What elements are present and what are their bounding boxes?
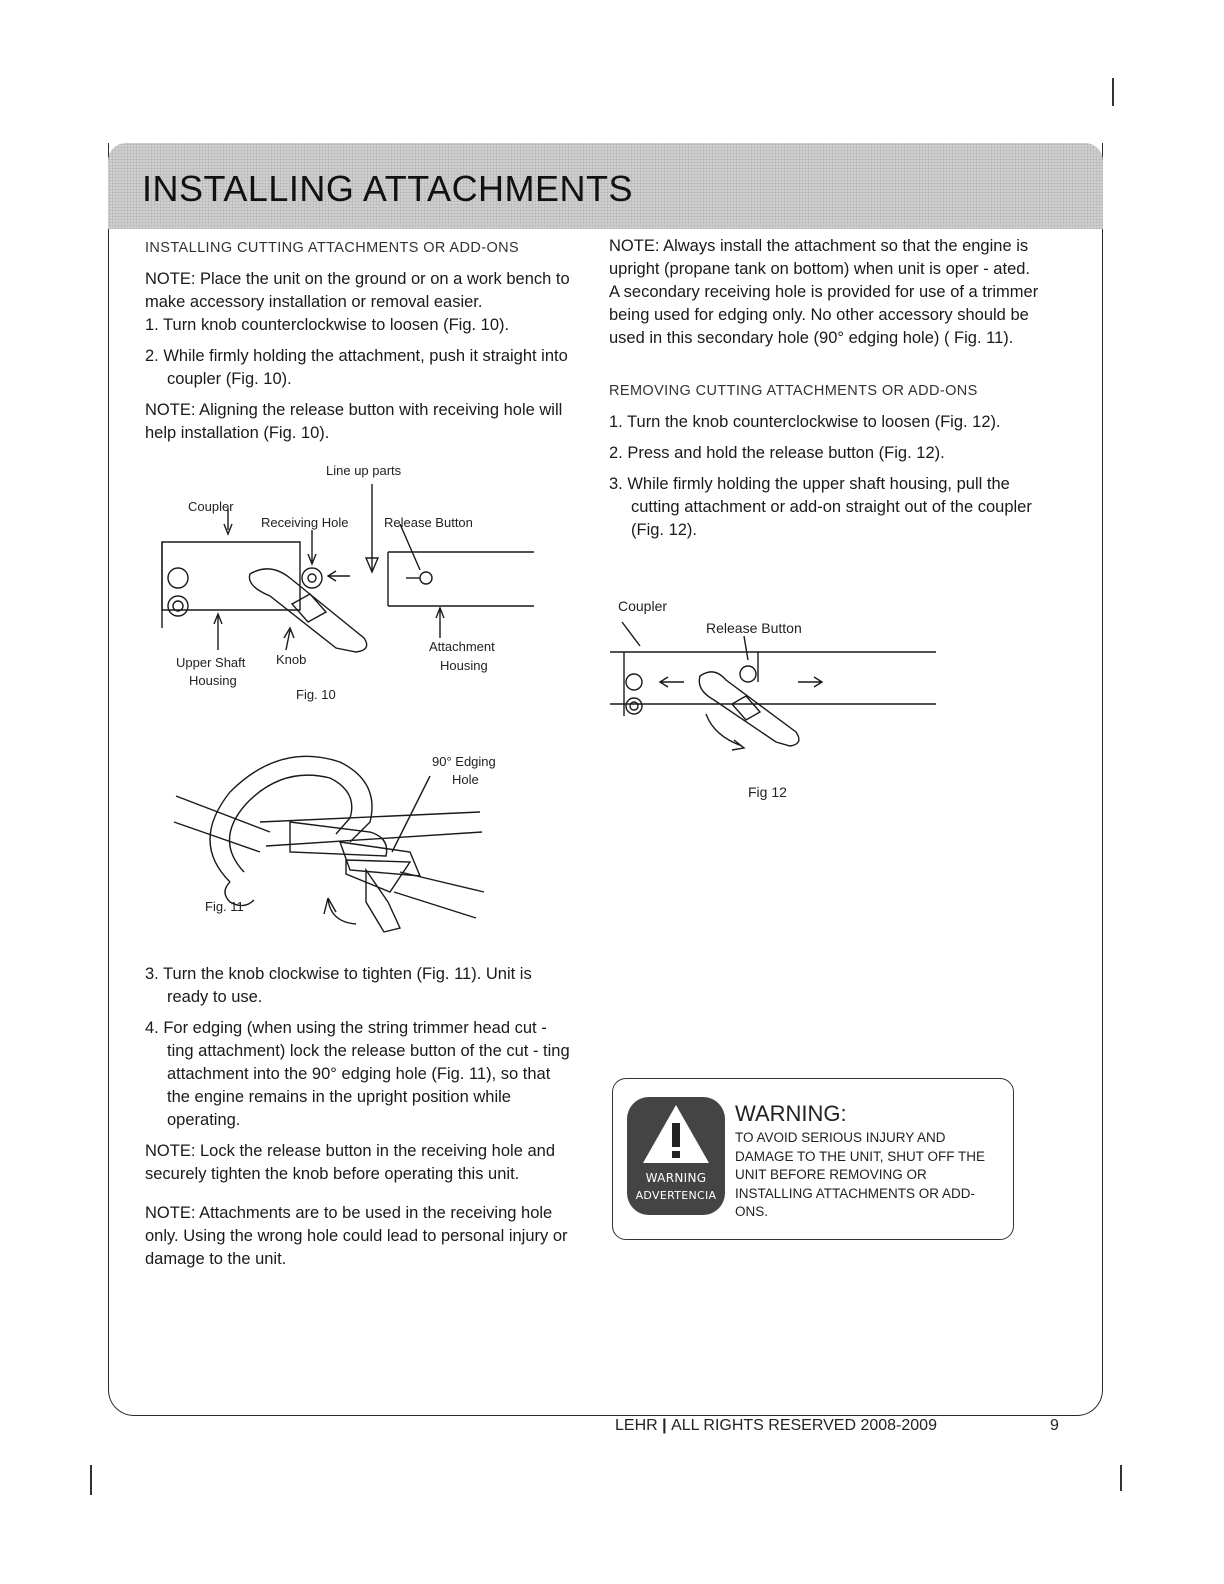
warning-badge	[627, 1097, 725, 1215]
fig12-drawing	[610, 620, 940, 760]
fig10-release-button-label: Release Button	[384, 515, 473, 530]
page-title: INSTALLING ATTACHMENTS	[142, 168, 634, 209]
remove-step-1: 1. Turn the knob counterclockwise to loosen (Fig. 12).	[609, 413, 1001, 431]
installing-subhead: INSTALLING CUTTING ATTACHMENTS OR ADD-ONS	[145, 240, 520, 256]
left-column-top	[145, 237, 585, 453]
warning-box	[612, 1078, 1014, 1240]
fig10-receiving-hole-label: Receiving Hole	[261, 515, 349, 530]
page-number: 9	[1050, 1417, 1059, 1434]
left-column-bottom	[145, 963, 577, 1279]
footer-rights: ALL RIGHTS RESERVED 2008-2009	[671, 1417, 937, 1434]
footer-brand: LEHR	[615, 1417, 658, 1434]
warning-title: WARNING:	[735, 1101, 847, 1126]
fig11-edging-label-2: Hole	[452, 772, 479, 787]
fig10-line-up-label: Line up parts	[326, 463, 402, 478]
badge-advertencia-text: ADVERTENCIA	[635, 1189, 717, 1202]
removing-subhead: REMOVING CUTTING ATTACHMENTS OR ADD-ONS	[609, 383, 978, 399]
edge-mark-bottom-left	[90, 1465, 92, 1495]
step-2-push: 2. While firmly holding the attachment, push it straight into coupler (Fig. 10).	[145, 347, 568, 388]
fig10-caption: Fig. 10	[296, 687, 336, 702]
badge-warning-text: WARNING	[645, 1171, 707, 1185]
fig12-coupler-label: Coupler	[618, 598, 668, 614]
fig11-caption: Fig. 11	[205, 899, 244, 914]
footer: LEHR | ALL RIGHTS RESERVED 2008-2009	[615, 1417, 937, 1434]
fig10-coupler-label: Coupler	[188, 499, 234, 514]
fig10-attachment-housing-label: Housing	[440, 658, 488, 673]
edge-mark-bottom-right	[1120, 1465, 1122, 1491]
warning-body: TO AVOID SERIOUS INJURY AND DAMAGE TO THE UNIT, SHUT OFF THE UNIT BEFORE REMOVING OR INSTALLING ATTACHMENTS OR ADD-ONS.	[735, 1130, 986, 1219]
section-banner	[108, 143, 1103, 229]
fig10-knob-label: Knob	[276, 652, 307, 667]
note-receiving-hole-only: NOTE: Attachments are to be used in the receiving hole only. Using the wrong hole could lead to personal injury or damage to the unit.	[145, 1204, 568, 1268]
fig10-attachment-label: Attachment	[429, 639, 495, 654]
fig12-caption: Fig 12	[748, 784, 787, 800]
note-place-unit: NOTE: Place the unit on the ground or on a work bench to make accessory installation or removal easier.	[145, 270, 570, 311]
fig10-housing-label: Housing	[189, 673, 237, 688]
note-lock-release: NOTE: Lock the release button in the receiving hole and securely tighten the knob before operating this unit.	[145, 1142, 555, 1183]
remove-step-2: 2. Press and hold the release button (Fig. 12).	[609, 444, 945, 462]
edge-mark-top-right	[1112, 78, 1114, 106]
remove-step-3: 3. While firmly holding the upper shaft housing, pull the cutting attachment or add-on straight out of the coupler (Fig. 12).	[609, 475, 1032, 539]
step-4-edging: 4. For edging (when using the string trimmer head cut - ting attachment) lock the release button of the cut - ting attachment into the 90° edging hole (Fig. 11), so that the engine remains in the upright position while operating.	[145, 1019, 570, 1129]
warning-triangle-icon	[641, 1103, 711, 1167]
fig10-drawing	[150, 478, 550, 658]
step-3-tighten: 3. Turn the knob clockwise to tighten (Fig. 11). Unit is ready to use.	[145, 965, 532, 1006]
fig10-upper-shaft-label: Upper Shaft	[176, 655, 246, 670]
fig11-edging-label-1: 90° Edging	[432, 754, 496, 769]
fig11-drawing	[170, 752, 500, 942]
step-1-loosen: 1. Turn knob counterclockwise to loosen (Fig. 10).	[145, 316, 510, 334]
note-align-release: NOTE: Aligning the release button with receiving hole will help installation (Fig. 10).	[145, 401, 563, 442]
fig12-release-button-label: Release Button	[706, 620, 802, 636]
right-column	[609, 235, 1039, 550]
note-install-upright: NOTE: Always install the attachment so that the engine is upright (propane tank on bottom) when unit is oper - ated. A secondary receiving hole is provided for use of a trimmer being used for edging only. No other accessory should be used in this secondary hole (90° edging hole) ( Fig. 11).	[609, 237, 1039, 347]
